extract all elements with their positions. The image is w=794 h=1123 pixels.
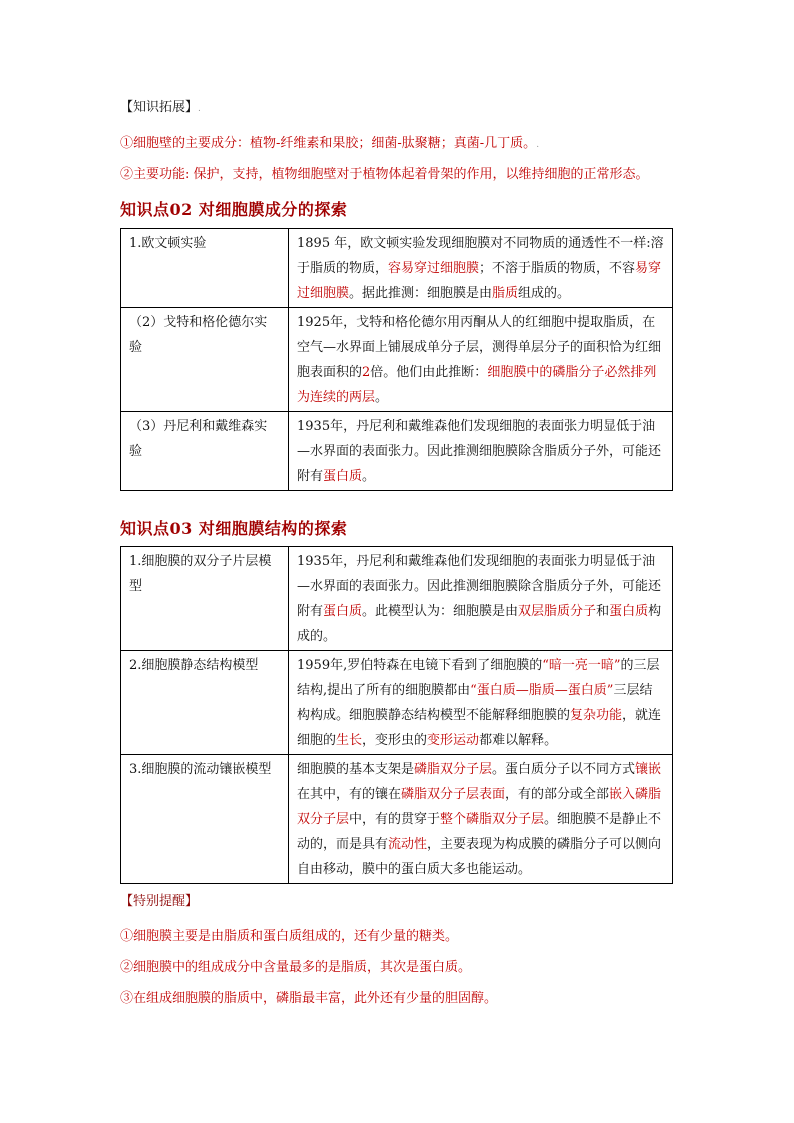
row-label: 1.细胞膜的双分子片层模型 — [121, 547, 289, 651]
extension-line-2: ②主要功能: 保护，支持，植物细胞壁对于植物体起着骨架的作用，以维持细胞的正常形态。 — [120, 167, 649, 182]
section-heading-kp03: 知识点03 对细胞膜结构的探索 — [120, 519, 348, 538]
row-label: 3.细胞膜的流动镶嵌模型 — [121, 755, 289, 884]
row-label: （2）戈特和格伦德尔实验 — [121, 308, 289, 412]
kp02-table — [120, 228, 673, 491]
table-row — [121, 547, 673, 651]
row-label: 2.细胞膜静态结构模型 — [121, 651, 289, 755]
row-content: 细胞膜的基本支架是磷脂双分子层。蛋白质分子以不同方式镶嵌在其中，有的镶在磷脂双分子层表面，有的部分或全部嵌入磷脂双分子层中，有的贯穿于整个磷脂双分子层。细胞膜不是静止不动的，而是具有流动性，主要表现为构成膜的磷脂分子可以侧向自由移动，膜中的蛋白质大多也能运动。 — [289, 755, 673, 884]
tip-line-3: ③在组成细胞膜的脂质中，磷脂最丰富，此外还有少量的胆固醇。 — [120, 991, 498, 1006]
table-row — [121, 651, 673, 755]
table-row — [121, 755, 673, 884]
table-row — [121, 412, 673, 491]
tip-title: 【特别提醒】 — [120, 894, 199, 909]
row-content: 1925年，戈特和格伦德尔用丙酮从人的红细胞中提取脂质，在空气—水界面上铺展成单分子层，测得单层分子的面积恰为红细胞表面积的2倍。他们由此推断：细胞膜中的磷脂分子必然排列为连续的两层。 — [289, 308, 673, 412]
row-label: 1.欧文顿实验 — [121, 229, 289, 308]
tip-line-2: ②细胞膜中的组成成分中含量最多的是脂质，其次是蛋白质。 — [120, 960, 472, 975]
row-content: 1895 年，欧文顿实验发现细胞膜对不同物质的通透性不一样:溶于脂质的物质，容易穿过细胞膜；不溶于脂质的物质，不容易穿过细胞膜。据此推测：细胞膜是由脂质组成的。 — [289, 229, 673, 308]
extension-title-mark: . — [198, 104, 201, 114]
extension-title: 【知识拓展】. — [120, 100, 201, 115]
row-content: 1935年，丹尼利和戴维森他们发现细胞的表面张力明显低于油—水界面的表面张力。因此推测细胞膜除含脂质分子外，可能还附有蛋白质。此模型认为：细胞膜是由双层脂质分子和蛋白质构成的。 — [289, 547, 673, 651]
table-row — [121, 308, 673, 412]
row-label: （3）丹尼利和戴维森实验 — [121, 412, 289, 491]
tip-line-1: ①细胞膜主要是由脂质和蛋白质组成的，还有少量的糖类。 — [120, 929, 459, 944]
extension-line-1: ①细胞壁的主要成分：植物-纤维素和果胶；细菌-肽聚糖；真菌-几丁质。. — [120, 136, 540, 151]
extension-line-1-mark: . — [536, 140, 540, 150]
row-content: 1935年，丹尼利和戴维森他们发现细胞的表面张力明显低于油—水界面的表面张力。因此推测细胞膜除含脂质分子外，可能还附有蛋白质。 — [289, 412, 673, 491]
row-content: 1959年,罗伯特森在电镜下看到了细胞膜的“暗一亮一暗”的三层结构,提出了所有的细胞膜都由“蛋白质—脂质—蛋白质”三层结构构成。细胞膜静态结构模型不能解释细胞膜的复杂功能，就连细胞的生长，变形虫的变形运动都难以解释。 — [289, 651, 673, 755]
kp03-table — [120, 546, 673, 884]
table-row — [121, 229, 673, 308]
section-heading-kp02: 知识点02 对细胞膜成分的探索 — [120, 200, 348, 219]
